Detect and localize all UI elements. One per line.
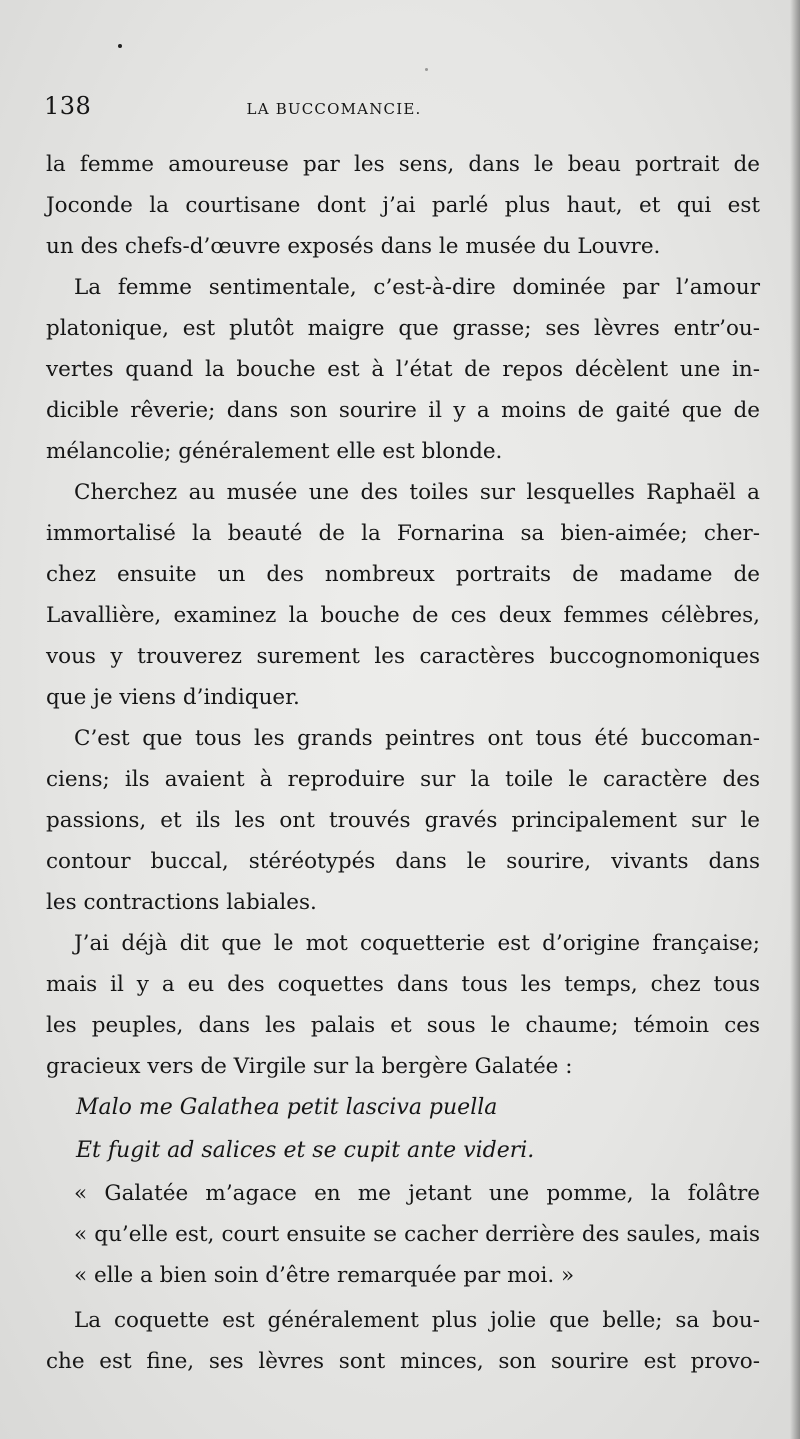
paragraph: [46, 1300, 760, 1382]
text-line: chez ensuite un des nombreux portraits de madame de: [46, 562, 760, 587]
paragraph: [46, 472, 760, 718]
text-line: Joconde la courtisane dont j’ai parlé plus haut, et qui est: [46, 193, 760, 218]
text-line: La coquette est généralement plus jolie que belle; sa bou-: [74, 1308, 760, 1333]
text-line: « elle a bien soin d’être remarquée par moi. »: [74, 1263, 575, 1288]
text-line: C’est que tous les grands peintres ont tous été buccoman-: [74, 726, 760, 751]
paragraph: [46, 923, 760, 1087]
ink-speck: [118, 44, 122, 48]
text-line: contour buccal, stéréotypés dans le sourire, vivants dans: [46, 849, 760, 874]
text-line: mais il y a eu des coquettes dans tous les temps, chez tous: [46, 972, 760, 997]
page-number: 138: [44, 92, 92, 120]
text-line: Cherchez au musée une des toiles sur lesquelles Raphaël a: [74, 480, 760, 505]
page-edge-shadow: [790, 0, 800, 1439]
text-line: La femme sentimentale, c’est-à-dire dominée par l’amour: [74, 275, 760, 300]
text-line: la femme amoureuse par les sens, dans le beau portrait de: [46, 152, 760, 177]
verse-line: Malo me Galathea petit lasciva puella: [76, 1095, 498, 1120]
paragraph: [46, 144, 760, 267]
text-line: vous y trouverez surement les caractères buccognomoniques: [46, 644, 760, 669]
body-text: [46, 144, 760, 1382]
text-line: dicible rêverie; dans son sourire il y a moins de gaité que de: [46, 398, 760, 423]
text-line: Lavallière, examinez la bouche de ces deux femmes célèbres,: [46, 603, 760, 628]
text-line: un des chefs-d’œuvre exposés dans le musée du Louvre.: [46, 234, 661, 259]
text-line: passions, et ils les ont trouvés gravés principalement sur le: [46, 808, 760, 833]
latin-verse: [46, 1087, 760, 1173]
running-head: LA BUCCOMANCIE.: [246, 100, 422, 118]
text-line: che est fine, ses lèvres sont minces, son sourire est provo-: [46, 1349, 760, 1374]
text-line: ciens; ils avaient à reproduire sur la toile le caractère des: [46, 767, 760, 792]
translation: [46, 1173, 760, 1296]
text-line: que je viens d’indiquer.: [46, 685, 300, 710]
text-line: gracieux vers de Virgile sur la bergère Galatée :: [46, 1054, 573, 1079]
verse-line: Et fugit ad salices et se cupit ante videri.: [76, 1138, 535, 1163]
text-line: vertes quand la bouche est à l’état de repos décèlent une in-: [46, 357, 760, 382]
text-line: « Galatée m’agace en me jetant une pomme, la folâtre: [74, 1181, 760, 1206]
text-line: J’ai déjà dit que le mot coquetterie est d’origine française;: [74, 931, 760, 956]
page-header: [44, 92, 760, 128]
text-line: immortalisé la beauté de la Fornarina sa bien-aimée; cher-: [46, 521, 760, 546]
ink-speck: [425, 68, 428, 71]
text-line: les peuples, dans les palais et sous le chaume; témoin ces: [46, 1013, 760, 1038]
paragraph: [46, 267, 760, 472]
text-line: platonique, est plutôt maigre que grasse; ses lèvres entr’ou-: [46, 316, 760, 341]
text-line: mélancolie; généralement elle est blonde.: [46, 439, 503, 464]
text-line: les contractions labiales.: [46, 890, 317, 915]
text-line: « qu’elle est, court ensuite se cacher derrière des saules, mais: [74, 1222, 760, 1247]
paragraph: [46, 718, 760, 923]
